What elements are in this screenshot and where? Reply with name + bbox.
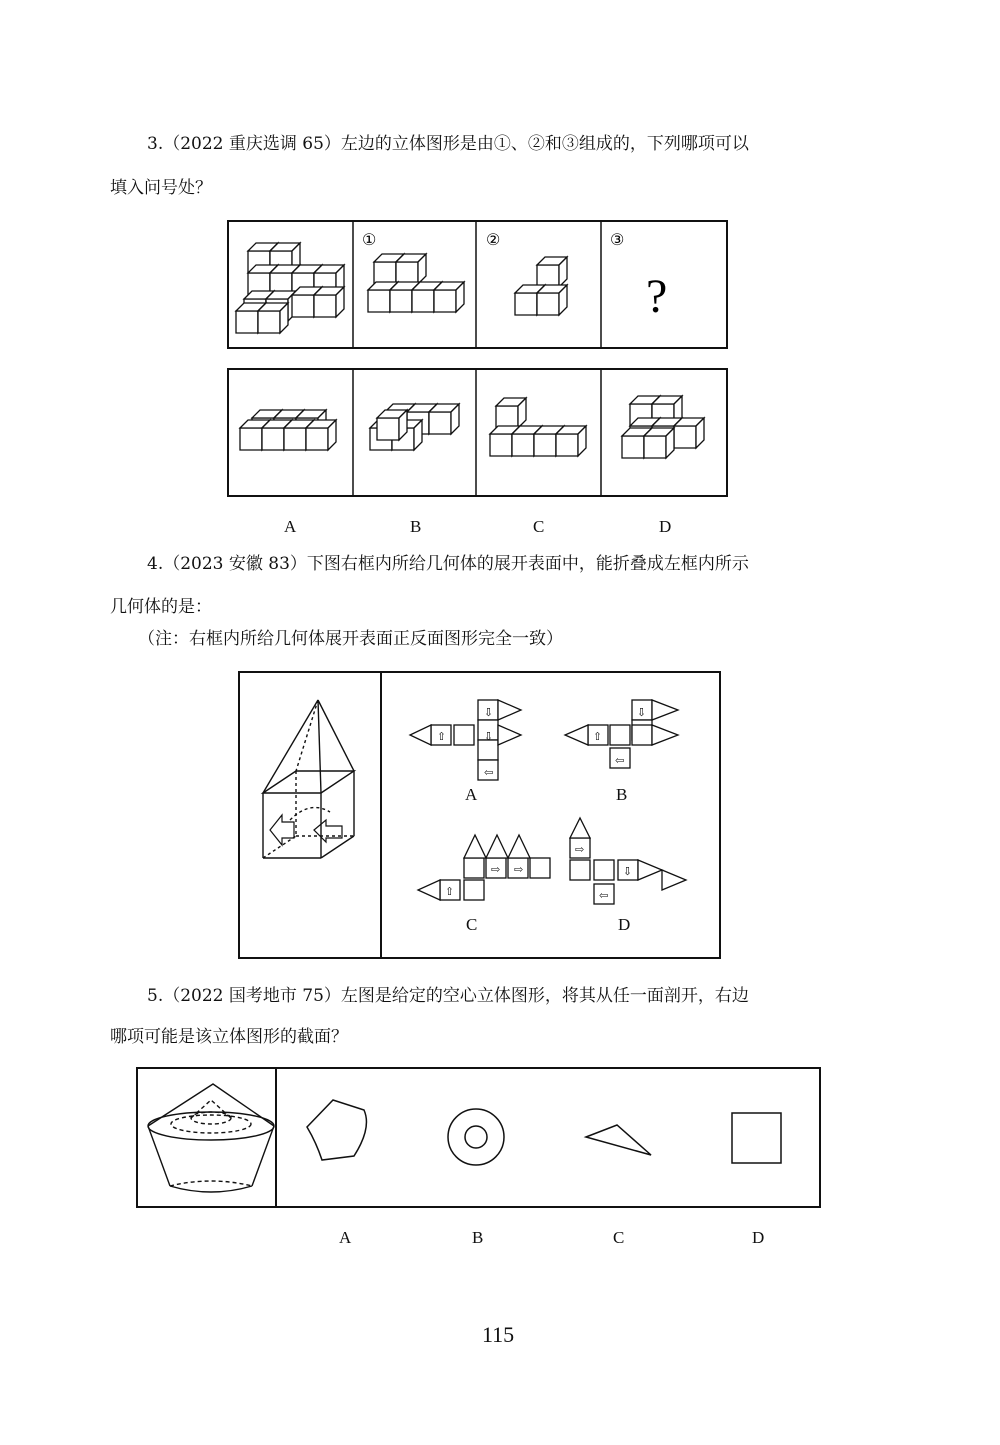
q4-option-d-label[interactable]: D (618, 915, 631, 934)
q5-option-a-label[interactable]: A (339, 1228, 352, 1247)
q4-net-d (570, 818, 686, 904)
svg-text:⇩: ⇩ (484, 730, 494, 743)
q3-label-3: ③ (610, 230, 625, 249)
svg-text:⇨: ⇨ (575, 843, 585, 856)
svg-text:⇩: ⇩ (623, 865, 633, 878)
q3-option-b-solid (370, 404, 459, 450)
svg-text:⇧: ⇧ (437, 730, 447, 743)
svg-text:⇧: ⇧ (593, 730, 603, 743)
q5-line1: 5.（2022 国考地市 75）左图是给定的空心立体图形，将其从任一面剖开，右边 (147, 986, 749, 1006)
svg-text:⇩: ⇩ (484, 706, 494, 719)
q5-option-c-shape (586, 1125, 651, 1155)
svg-text:⇦: ⇦ (599, 889, 609, 902)
svg-text:⇩: ⇩ (637, 706, 647, 719)
q4-line1: 4.（2023 安徽 83）下图右框内所给几何体的展开表面中，能折叠成左框内所示 (147, 554, 749, 574)
q5-solid (148, 1084, 274, 1192)
q4-line2: 几何体的是： (110, 597, 212, 617)
q4-solid (263, 700, 354, 858)
q5-option-d-shape (732, 1113, 781, 1163)
q3-question-mark: ? (646, 270, 668, 323)
q3-composite-solid (236, 243, 344, 333)
q3-option-a-label[interactable]: A (284, 517, 297, 536)
q3-option-d-solid (622, 396, 704, 458)
q4-option-b-label[interactable]: B (616, 785, 628, 804)
q3-option-c-label[interactable]: C (533, 517, 545, 536)
q3-option-c-solid (490, 398, 586, 456)
svg-text:⇨: ⇨ (514, 863, 524, 876)
q3-label-1: ① (362, 230, 377, 249)
q4-net-b (565, 700, 678, 768)
q5-frame (137, 1068, 820, 1207)
q3-option-b-label[interactable]: B (410, 517, 422, 536)
q3-label-2: ② (486, 230, 501, 249)
q4-option-a-label[interactable]: A (465, 785, 478, 804)
q4-net-c (418, 835, 550, 900)
q5-option-b-shape (448, 1109, 504, 1165)
q4-option-c-label[interactable]: C (466, 915, 478, 934)
q3-option-d-label[interactable]: D (659, 517, 672, 536)
q3-option-a-solid (240, 410, 336, 450)
svg-text:⇨: ⇨ (491, 863, 501, 876)
q5-option-d-label[interactable]: D (752, 1228, 765, 1247)
q3-piece-2 (515, 257, 567, 315)
q4-note: （注：右框内所给几何体展开表面正反面图形完全一致） (138, 629, 563, 649)
svg-text:⇧: ⇧ (445, 885, 455, 898)
svg-text:⇦: ⇦ (615, 754, 625, 767)
q3-piece-1 (368, 254, 464, 312)
page-number: 115 (482, 1322, 515, 1347)
q5-line2: 哪项可能是该立体图形的截面？ (110, 1027, 348, 1047)
q5-option-b-label[interactable]: B (472, 1228, 484, 1247)
svg-text:⇦: ⇦ (484, 766, 494, 779)
q3-line2: 填入问号处？ (110, 178, 212, 198)
q4-net-a (410, 700, 521, 780)
q3-line1: 3.（2022 重庆选调 65）左边的立体图形是由①、②和③组成的，下列哪项可以 (147, 134, 749, 154)
q5-option-a-shape (307, 1100, 366, 1160)
q5-option-c-label[interactable]: C (613, 1228, 625, 1247)
